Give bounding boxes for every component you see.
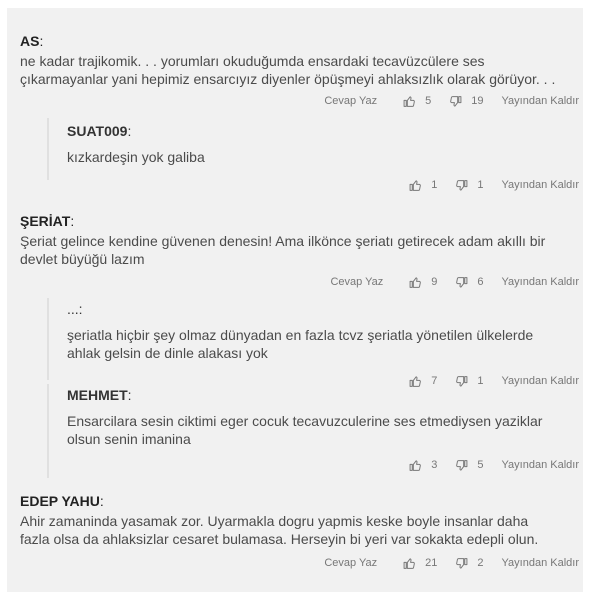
thumb-up-icon[interactable] bbox=[409, 179, 422, 192]
reply-button[interactable]: Cevap Yaz bbox=[324, 95, 378, 107]
reply-text: kızkardeşin yok galiba bbox=[67, 149, 205, 165]
like-count: 1 bbox=[431, 179, 438, 191]
like-count: 3 bbox=[431, 459, 438, 471]
thumb-down-icon[interactable] bbox=[449, 95, 462, 108]
remove-button[interactable]: Yayından Kaldır bbox=[501, 459, 579, 471]
thumb-up-icon[interactable] bbox=[409, 276, 422, 289]
thumb-up-icon[interactable] bbox=[409, 459, 422, 472]
comment-actions bbox=[324, 92, 579, 110]
reply-author: MEHMET: bbox=[67, 387, 132, 403]
comments-panel bbox=[7, 8, 583, 592]
dislike-count: 1 bbox=[477, 375, 484, 387]
dislike-count: 1 bbox=[477, 179, 484, 191]
reply-text: şeriatla hiçbir şey olmaz dünyadan en fazla tcvz şeriatla yönetilen ülkelerde ahlak gelsin de dinle alakası yok bbox=[67, 327, 534, 361]
remove-button[interactable]: Yayından Kaldır bbox=[501, 179, 579, 191]
reply-button[interactable]: Cevap Yaz bbox=[330, 276, 384, 288]
comment-actions bbox=[330, 273, 579, 291]
remove-button[interactable]: Yayından Kaldır bbox=[501, 557, 579, 569]
thumb-down-icon[interactable] bbox=[455, 459, 468, 472]
thumb-up-icon[interactable] bbox=[403, 95, 416, 108]
dislike-count: 2 bbox=[477, 557, 484, 569]
comment bbox=[20, 212, 572, 268]
dislike-count: 19 bbox=[471, 95, 484, 107]
remove-button[interactable]: Yayından Kaldır bbox=[501, 375, 579, 387]
thumb-up-icon[interactable] bbox=[403, 557, 416, 570]
dislike-count: 5 bbox=[477, 459, 484, 471]
like-count: 9 bbox=[431, 276, 438, 288]
reply bbox=[47, 118, 572, 180]
thumb-down-icon[interactable] bbox=[455, 557, 468, 570]
reply-text: Ensarcilara sesin ciktimi eger cocuk tecavuzculerine ses etmediysen yaziklar olsun senin imanina bbox=[67, 413, 543, 447]
remove-button[interactable]: Yayından Kaldır bbox=[501, 276, 579, 288]
reply-actions bbox=[409, 176, 579, 194]
comment bbox=[20, 32, 572, 88]
comment-author: ŞERİAT: bbox=[20, 213, 75, 229]
reply-author: ...: bbox=[67, 301, 83, 317]
reply bbox=[47, 298, 572, 380]
comment-text: ne kadar trajikomik. . . yorumları okuduğumda ensardaki tecavüzcülere ses çıkarmayanlar yani hepimiz ensarcıyız diyenler öpüşmeyi ahlaksızlık olarak görüyor. . . bbox=[20, 53, 556, 87]
comment-author: EDEP YAHU: bbox=[20, 493, 104, 509]
comment-text: Ahir zamaninda yasamak zor. Uyarmakla dogru yapmis keske boyle insanlar daha fazla olsa da ahlaksizlar cesaret bulamasa. Herseyin bi yeri var sokakta edepli olun. bbox=[20, 513, 539, 547]
dislike-count: 6 bbox=[477, 276, 484, 288]
reply-actions bbox=[409, 456, 579, 474]
reply-author: SUAT009: bbox=[67, 123, 132, 139]
remove-button[interactable]: Yayından Kaldır bbox=[501, 95, 579, 107]
reply-button[interactable]: Cevap Yaz bbox=[324, 557, 378, 569]
comment-text: Şeriat gelince kendine güvenen denesin! Ama ilkönce şeriatı getirecek adam akıllı bir devlet büyüğü lazım bbox=[20, 233, 546, 267]
comment-actions bbox=[324, 554, 579, 572]
thumb-down-icon[interactable] bbox=[455, 276, 468, 289]
comment-author: AS: bbox=[20, 33, 44, 49]
thumb-down-icon[interactable] bbox=[455, 179, 468, 192]
like-count: 5 bbox=[425, 95, 432, 107]
comment bbox=[20, 492, 572, 548]
like-count: 7 bbox=[431, 375, 438, 387]
like-count: 21 bbox=[425, 557, 438, 569]
